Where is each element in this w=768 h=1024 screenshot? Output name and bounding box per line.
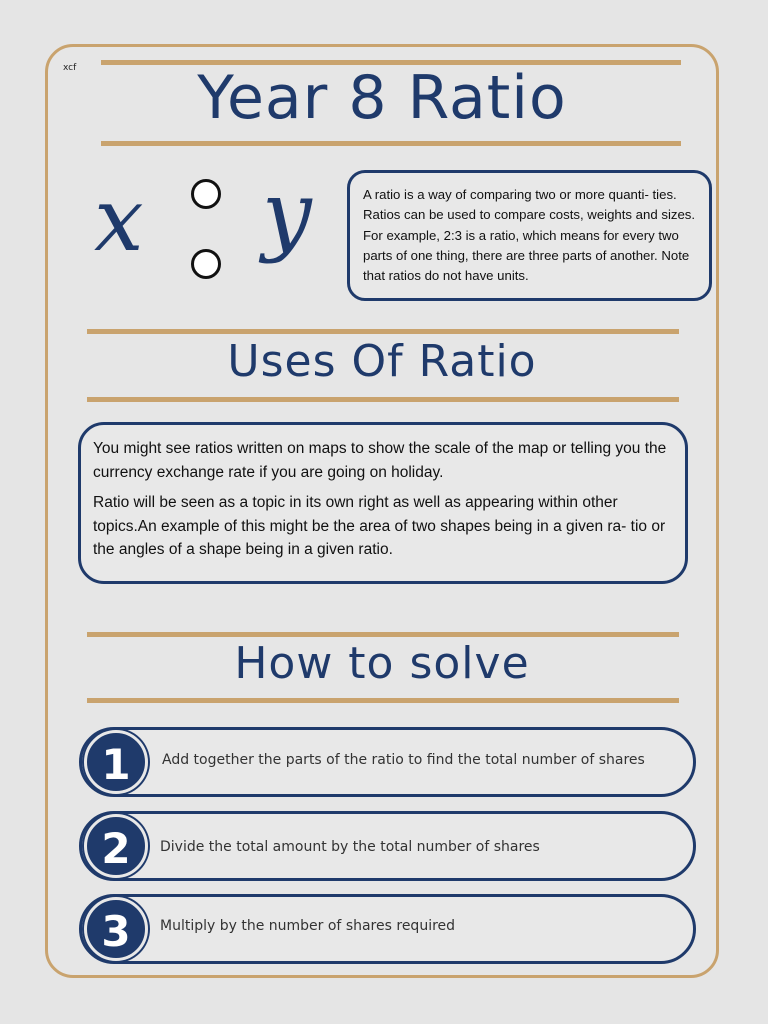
- step-3-number-badge: 3: [84, 897, 148, 961]
- definition-text: A ratio is a way of comparing two or more quanti- ties. Ratios can be used to compare costs, weights and sizes. For example, 2:3 is a ratio, which means for every two parts of one thing, there are three parts of another. Note that ratios do not have units.: [363, 187, 696, 284]
- ratio-left-variable: x: [94, 168, 144, 271]
- ratio-right-variable: y: [262, 162, 312, 265]
- uses-paragraph-2: Ratio will be seen as a topic in its own right as well as appearing within other topics.An example of this might be the area of two shapes being in a given ra- tio or the angles of a shape being in a given ratio.: [93, 494, 666, 558]
- step-1-text: Add together the parts of the ratio to find the total number of shares: [162, 752, 645, 768]
- page-title: Year 8 Ratio: [197, 63, 567, 133]
- solve-heading: How to solve: [234, 638, 530, 689]
- step-2-number-badge: 2: [84, 814, 148, 878]
- uses-rule-bottom: [87, 397, 679, 402]
- ratio-colon-dot-bottom: [191, 249, 221, 279]
- ratio-colon-dot-top: [191, 179, 221, 209]
- step-1-number-badge: 1: [84, 730, 148, 794]
- step-3-text: Multiply by the number of shares required: [160, 918, 456, 934]
- definition-box: [347, 170, 712, 301]
- uses-heading: Uses Of Ratio: [227, 336, 537, 387]
- solve-rule-bottom: [87, 698, 679, 703]
- uses-paragraph-1: You might see ratios written on maps to show the scale of the map or telling you the currency exchange rate if you are going on holiday.: [93, 440, 667, 481]
- uses-box: [78, 422, 688, 584]
- corner-tag: xcf: [63, 63, 77, 73]
- title-rule-bottom: [101, 141, 681, 146]
- step-2-text: Divide the total amount by the total number of shares: [160, 839, 540, 855]
